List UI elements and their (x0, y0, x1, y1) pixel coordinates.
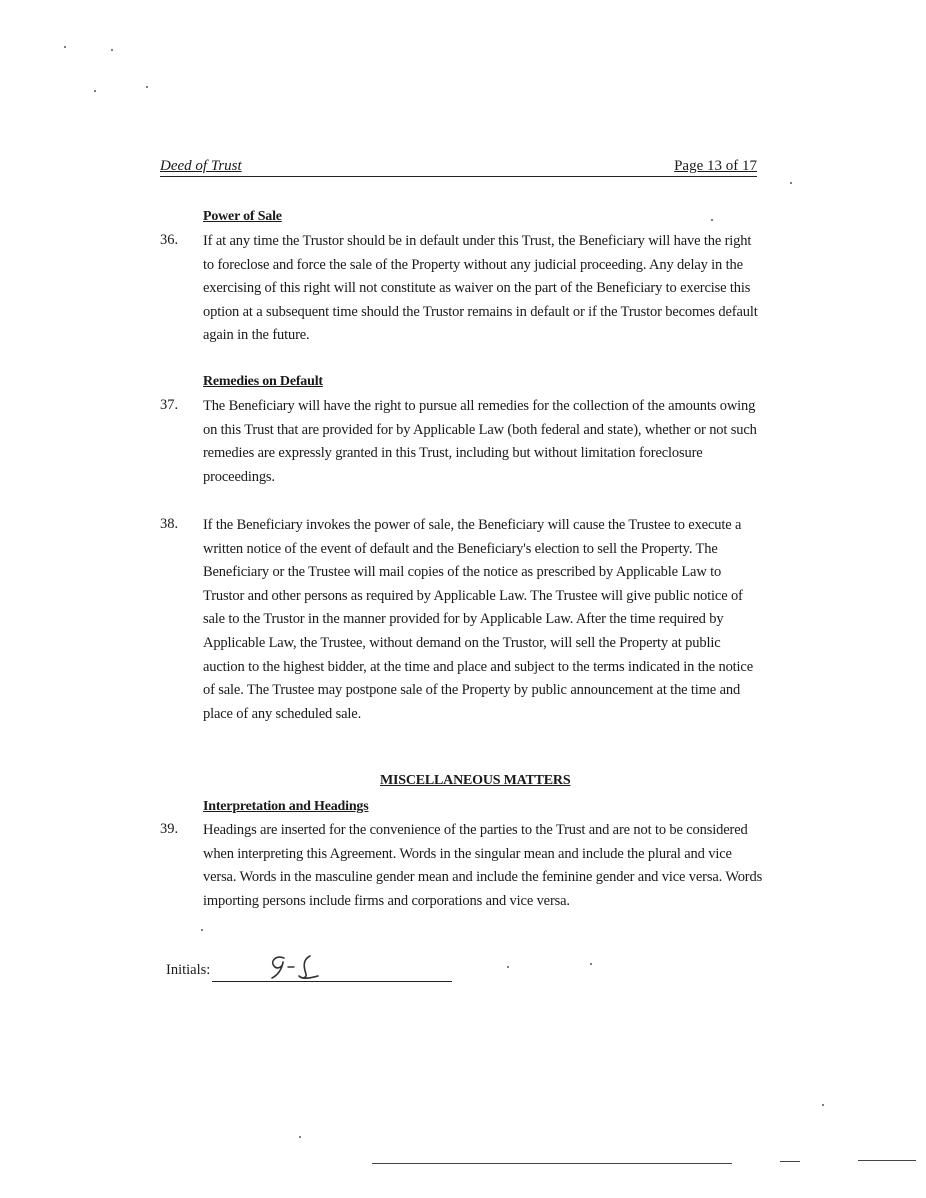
heading-remedies-on-default: Remedies on Default (203, 374, 323, 389)
scan-speck (111, 49, 113, 51)
heading-power-of-sale: Power of Sale (203, 209, 282, 224)
clause-38-text: If the Beneficiary invokes the power of sale, the Beneficiary will cause the Trustee to execute a written notice of the event of default and the Beneficiary's election to sell the Property. The Beneficiary or the Trustee will mail copies of the notice as prescribed by Applicable Law to Trustor and other persons as required by Applicable Law. The Trustee will give public notice of sale to the Trustor in the manner provided for by Applicable Law. After the time required by Applicable Law, the Trustee, without demand on the Trustor, will sell the Property at public auction to the highest bidder, at the time and place and subject to the terms indicated in the notice of sale. The Trustee may postpone sale of the Property by public announcement at the time and place of any scheduled sale. (203, 517, 753, 722)
initials-signature (266, 952, 326, 982)
page-number: Page 13 of 17 (674, 158, 757, 174)
page-header (160, 158, 757, 177)
scan-speck (790, 182, 792, 184)
clause-36-text: If at any time the Trustor should be in default under this Trust, the Beneficiary will have the right to foreclose and force the sale of the Property without any judicial proceeding. Any delay in the exercising of this right will not constitute as waiver on the part of the Beneficiary to exercise this option at a subsequent time should the Trustor remains in default or if the Trustor becomes default again in the future. (203, 233, 758, 344)
document-title: Deed of Trust (160, 158, 242, 174)
scan-speck (822, 1104, 824, 1106)
scan-artifact-line (780, 1161, 800, 1162)
clause-39-text: Headings are inserted for the convenience of the parties to the Trust and are not to be considered when interpreting this Agreement. Words in the singular mean and include the plural and vice versa. Words in the masculine gender mean and include the feminine gender and vice versa. Words importing persons include firms and corporations and vice versa. (203, 822, 763, 909)
scan-speck (299, 1136, 301, 1138)
section-title-miscellaneous: MISCELLANEOUS MATTERS (380, 773, 571, 788)
clause-number-36: 36. (160, 232, 179, 248)
scan-speck (64, 46, 66, 48)
clause-37-text: The Beneficiary will have the right to pursue all remedies for the collection of the amounts owing on this Trust that are provided for by Applicable Law (both federal and state), whether or not such remedies are expressly granted in this Trust, including but without limitation foreclosure proceedings. (203, 398, 757, 485)
scan-artifact-line (858, 1160, 916, 1161)
clause-number-38: 38. (160, 516, 179, 532)
initials-label: Initials: (166, 962, 211, 978)
scan-speck (711, 219, 713, 221)
initials-line (212, 981, 452, 982)
scan-speck (146, 86, 148, 88)
scan-speck (507, 966, 509, 968)
scan-speck (94, 90, 96, 92)
scan-speck (201, 929, 203, 931)
heading-interpretation: Interpretation and Headings (203, 799, 369, 814)
scan-speck (590, 963, 592, 965)
scan-artifact-line (372, 1163, 732, 1164)
clause-number-37: 37. (160, 397, 179, 413)
clause-number-39: 39. (160, 821, 179, 837)
